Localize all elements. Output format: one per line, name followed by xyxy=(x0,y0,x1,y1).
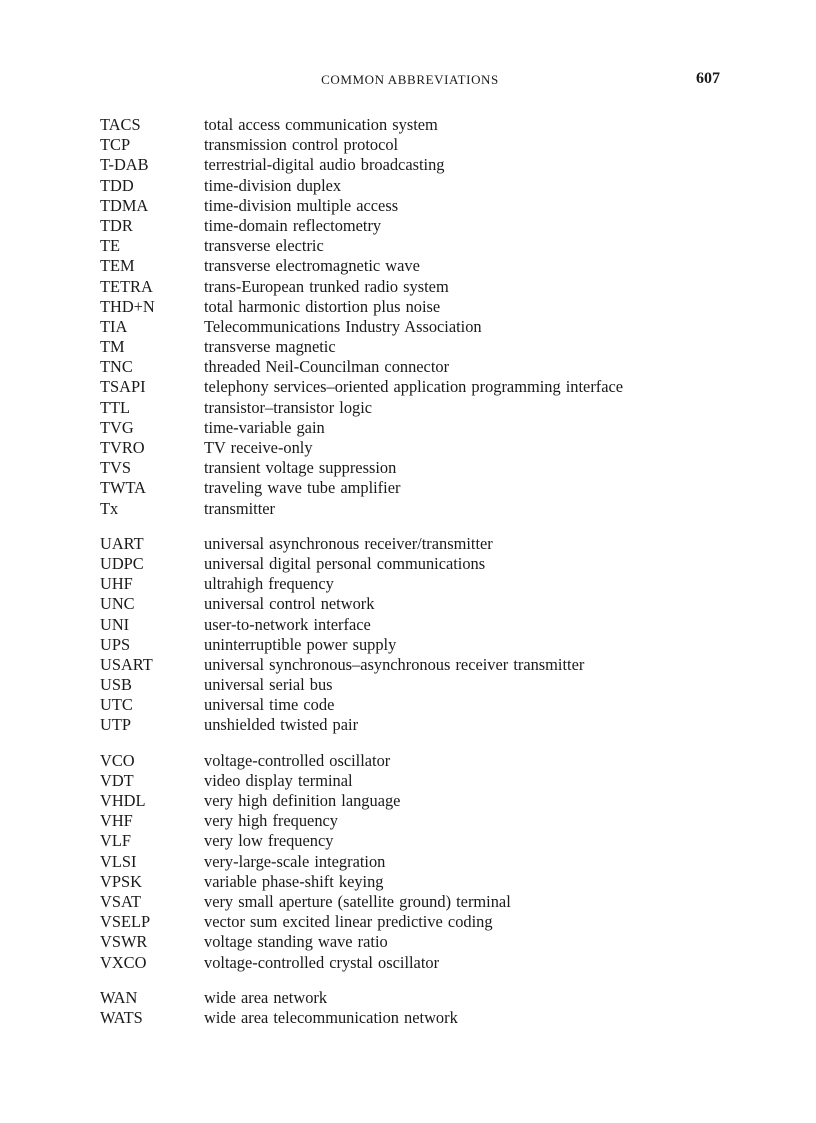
abbreviation-term: TE xyxy=(100,236,121,256)
abbreviation-term: TCP xyxy=(100,135,131,155)
abbreviation-definition: very low frequency xyxy=(204,831,334,851)
abbreviation-entry xyxy=(100,277,720,297)
abbreviation-entry xyxy=(100,1008,720,1028)
abbreviation-group xyxy=(100,115,720,519)
abbreviation-entry xyxy=(100,615,720,635)
abbreviation-entry xyxy=(100,377,720,397)
abbreviation-term: TM xyxy=(100,337,125,357)
abbreviation-term: Tx xyxy=(100,498,119,518)
abbreviation-term: USB xyxy=(100,675,132,695)
abbreviation-definition: transistor–transistor logic xyxy=(204,397,373,417)
abbreviation-term: USART xyxy=(100,654,153,674)
abbreviation-entry xyxy=(100,594,720,614)
abbreviation-definition: transmission control protocol xyxy=(204,135,399,155)
abbreviation-term: UPS xyxy=(100,634,131,654)
abbreviation-term: UTC xyxy=(100,695,133,715)
abbreviation-term: VLSI xyxy=(100,851,137,871)
abbreviation-definition: time-division multiple access xyxy=(204,195,399,215)
abbreviation-entry xyxy=(100,534,720,554)
abbreviation-definition: unshielded twisted pair xyxy=(204,715,359,735)
abbreviation-definition: transmitter xyxy=(204,498,276,518)
abbreviation-term: VXCO xyxy=(100,952,147,972)
abbreviation-term: TVS xyxy=(100,458,131,478)
abbreviation-definition: TV receive-only xyxy=(204,438,313,457)
abbreviation-definition: time-domain reflectometry xyxy=(204,215,382,235)
abbreviation-definition: total access communication system xyxy=(204,115,438,134)
abbreviation-term: TVRO xyxy=(100,438,145,457)
abbreviation-term: TNC xyxy=(100,357,133,377)
abbreviation-term: VHF xyxy=(100,811,133,831)
abbreviation-entry xyxy=(100,216,720,236)
running-title: COMMON ABBREVIATIONS xyxy=(321,72,499,87)
abbreviation-entry xyxy=(100,751,720,771)
abbreviation-term: UHF xyxy=(100,574,133,594)
abbreviation-definition: voltage-controlled crystal oscillator xyxy=(204,952,440,972)
abbreviation-entry xyxy=(100,155,720,175)
abbreviation-term: VHDL xyxy=(100,791,146,810)
abbreviation-definition: very high definition language xyxy=(204,791,401,810)
abbreviation-definition: telephony services–oriented application programming interface xyxy=(204,377,624,397)
abbreviation-entry xyxy=(100,953,720,973)
abbreviation-entry xyxy=(100,811,720,831)
abbreviation-term: TEM xyxy=(100,256,135,276)
abbreviation-term: VCO xyxy=(100,750,135,770)
abbreviation-entry xyxy=(100,554,720,574)
abbreviation-term: TIA xyxy=(100,316,128,336)
abbreviation-entry xyxy=(100,852,720,872)
abbreviation-entry xyxy=(100,357,720,377)
abbreviation-entry xyxy=(100,398,720,418)
abbreviation-entry xyxy=(100,115,720,135)
abbreviation-definition: voltage-controlled oscillator xyxy=(204,750,391,770)
abbreviation-term: UTP xyxy=(100,715,131,735)
abbreviation-term: VLF xyxy=(100,831,131,851)
abbreviation-term: UNI xyxy=(100,614,130,634)
abbreviation-term: T-DAB xyxy=(100,155,149,175)
abbreviation-definition: trans-European trunked radio system xyxy=(204,276,449,296)
abbreviation-term: TTL xyxy=(100,397,131,417)
abbreviation-definition: universal synchronous–asynchronous receiver transmitter xyxy=(204,654,585,674)
abbreviation-entry xyxy=(100,458,720,478)
abbreviation-term: TSAPI xyxy=(100,377,146,397)
abbreviation-term: TETRA xyxy=(100,276,153,296)
abbreviation-term: WAN xyxy=(100,987,138,1007)
page-number: 607 xyxy=(696,70,720,87)
abbreviation-entry xyxy=(100,988,720,1008)
abbreviation-definition: time-division duplex xyxy=(204,175,342,195)
abbreviation-entry xyxy=(100,932,720,952)
abbreviation-definition: voltage standing wave ratio xyxy=(204,932,388,952)
abbreviation-entry xyxy=(100,438,720,458)
abbreviation-definition: uninterruptible power supply xyxy=(204,634,397,654)
abbreviation-definition: transverse electromagnetic wave xyxy=(204,256,420,276)
abbreviation-entry xyxy=(100,478,720,498)
running-head xyxy=(100,72,720,94)
abbreviation-term: UDPC xyxy=(100,553,144,573)
abbreviation-entry xyxy=(100,695,720,715)
abbreviation-definition: traveling wave tube amplifier xyxy=(204,478,401,498)
abbreviation-entry xyxy=(100,655,720,675)
abbreviation-term: TWTA xyxy=(100,478,147,498)
abbreviation-group xyxy=(100,751,720,973)
abbreviation-term: THD+N xyxy=(100,296,155,316)
abbreviation-term: TVG xyxy=(100,417,134,437)
abbreviation-definition: transient voltage suppression xyxy=(204,458,397,478)
abbreviation-entry xyxy=(100,574,720,594)
abbreviation-definition: universal serial bus xyxy=(204,675,333,695)
abbreviation-definition: very-large-scale integration xyxy=(204,851,386,871)
abbreviation-entry xyxy=(100,872,720,892)
abbreviation-definition: terrestrial-digital audio broadcasting xyxy=(204,155,445,175)
abbreviation-entry xyxy=(100,337,720,357)
abbreviation-definition: universal control network xyxy=(204,594,375,614)
abbreviation-entry xyxy=(100,135,720,155)
abbreviation-entry xyxy=(100,256,720,276)
abbreviation-term: VSWR xyxy=(100,932,148,952)
abbreviation-definition: video display terminal xyxy=(204,770,353,790)
abbreviation-entry xyxy=(100,912,720,932)
abbreviation-definition: ultrahigh frequency xyxy=(204,574,334,594)
abbreviation-entry xyxy=(100,236,720,256)
abbreviation-term: VSELP xyxy=(100,912,151,932)
abbreviation-definition: threaded Neil-Councilman connector xyxy=(204,357,450,377)
abbreviation-entry xyxy=(100,791,720,811)
abbreviation-entry xyxy=(100,418,720,438)
abbreviation-group xyxy=(100,988,720,1028)
abbreviation-definition: very small aperture (satellite ground) terminal xyxy=(204,891,511,911)
abbreviation-entry xyxy=(100,196,720,216)
abbreviation-definition: very high frequency xyxy=(204,811,338,831)
abbreviation-entry xyxy=(100,771,720,791)
abbreviation-definition: Telecommunications Industry Association xyxy=(204,316,482,336)
abbreviation-term: TDD xyxy=(100,175,134,195)
abbreviation-definition: total harmonic distortion plus noise xyxy=(204,296,441,316)
abbreviation-term: TACS xyxy=(100,115,141,134)
abbreviation-term: VDT xyxy=(100,770,134,790)
abbreviation-term: VSAT xyxy=(100,891,141,911)
abbreviation-entry xyxy=(100,297,720,317)
abbreviation-definition: variable phase-shift keying xyxy=(204,871,384,891)
abbreviation-entry xyxy=(100,635,720,655)
abbreviation-definition: universal time code xyxy=(204,695,335,715)
abbreviation-entry xyxy=(100,176,720,196)
abbreviation-definition: universal asynchronous receiver/transmitter xyxy=(204,533,493,553)
abbreviation-term: WATS xyxy=(100,1007,143,1027)
abbreviation-group xyxy=(100,534,720,736)
abbreviation-term: VPSK xyxy=(100,871,142,891)
abbreviation-term: UART xyxy=(100,533,144,553)
abbreviation-entry xyxy=(100,317,720,337)
abbreviation-entry xyxy=(100,831,720,851)
abbreviation-list xyxy=(100,115,720,1043)
abbreviation-entry xyxy=(100,715,720,735)
abbreviation-definition: wide area telecommunication network xyxy=(204,1007,458,1027)
abbreviation-entry xyxy=(100,892,720,912)
abbreviation-definition: time-variable gain xyxy=(204,417,325,437)
abbreviation-entry xyxy=(100,499,720,519)
abbreviation-term: UNC xyxy=(100,594,135,614)
abbreviation-definition: transverse magnetic xyxy=(204,337,336,357)
abbreviation-definition: transverse electric xyxy=(204,236,324,256)
abbreviation-definition: vector sum excited linear predictive coding xyxy=(204,912,493,932)
abbreviation-term: TDR xyxy=(100,215,133,235)
abbreviation-definition: universal digital personal communications xyxy=(204,553,486,573)
abbreviation-definition: wide area network xyxy=(204,987,328,1007)
abbreviation-term: TDMA xyxy=(100,195,149,215)
abbreviation-definition: user-to-network interface xyxy=(204,614,371,634)
abbreviation-entry xyxy=(100,675,720,695)
